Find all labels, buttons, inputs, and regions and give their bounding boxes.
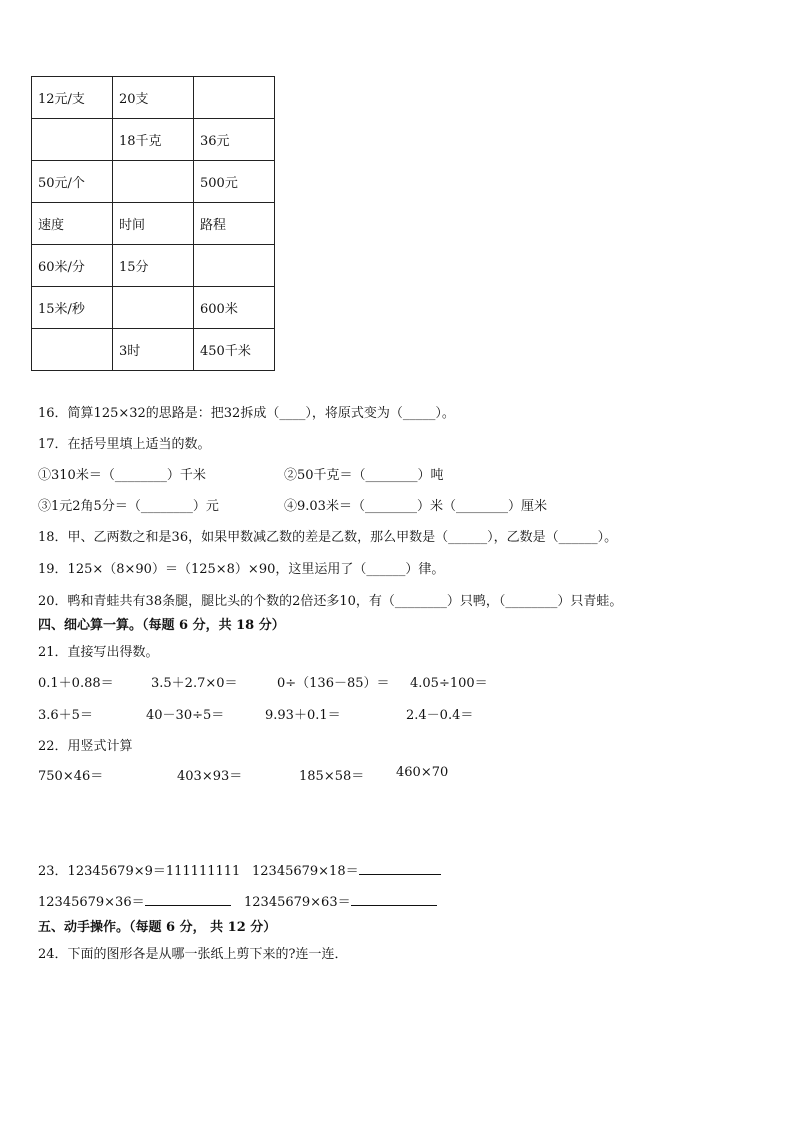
calc-item: 3.5＋2.7×0＝ [151,676,238,691]
calc-item: 3.6＋5＝ [38,708,93,723]
table-cell [194,245,275,287]
vertical-calc-item: 403×93＝ [177,769,243,784]
table-cell: 36元 [194,119,275,161]
table-cell: 500元 [194,161,275,203]
table-cell: 18千克 [113,119,194,161]
question-23-b [252,860,441,879]
table-cell: 时间 [113,203,194,245]
section-4-heading: 四、细心算一算。（每题 6 分，共 18 分） [38,618,285,633]
calc-item: 0.1＋0.88＝ [38,676,114,691]
question-21-stem: 21．直接写出得数。 [38,645,159,660]
calc-item: 9.93＋0.1＝ [265,708,341,723]
calc-item: 0÷（136－85）＝ [277,676,390,691]
table-row [32,287,275,329]
answer-blank[interactable] [145,893,231,906]
table-cell [194,77,275,119]
calc-item: 4.05÷100＝ [410,676,488,691]
answer-blank[interactable] [359,862,441,875]
table-cell [113,287,194,329]
question-23-c [38,891,231,910]
calc-item: 40－30÷5＝ [146,708,225,723]
table-row [32,329,275,371]
question-18: 18．甲、乙两数之和是36，如果甲数减乙数的差是乙数，那么甲数是（______），乙数是（______）。 [38,530,618,545]
speed-time-distance-table [31,76,275,371]
table-cell: 路程 [194,203,275,245]
question-20: 20．鸭和青蛙共有38条腿，腿比头的个数的2倍还多10，有（________）只鸭，（________）只青蛙。 [38,594,623,609]
table-row [32,161,275,203]
question-24: 24．下面的图形各是从哪一张纸上剪下来的?连一连． [38,947,348,962]
question-17-d: ④9.03米＝（________）米（________）厘米 [284,499,547,514]
table-cell: 15分 [113,245,194,287]
vertical-calc-item: 460×70 [396,765,449,780]
table-cell: 50元/个 [32,161,113,203]
table-cell: 3时 [113,329,194,371]
table-cell: 速度 [32,203,113,245]
table-cell: 450千米 [194,329,275,371]
question-19: 19．125×（8×90）＝（125×8）×90，这里运用了（______）律。 [38,562,445,577]
table-cell: 60米/分 [32,245,113,287]
table-cell: 15米/秒 [32,287,113,329]
table-cell [32,119,113,161]
vertical-calc-item: 750×46＝ [38,769,104,784]
question-17-c: ③1元2角5分＝（________）元 [38,499,219,514]
answer-blank[interactable] [351,893,437,906]
question-23-b-text: 12345679×18＝ [252,864,359,879]
table-row [32,203,275,245]
table-row [32,77,275,119]
table-cell [113,161,194,203]
question-22-stem: 22．用竖式计算 [38,739,133,754]
question-17-b: ②50千克＝（________）吨 [284,468,444,483]
question-17-a: ①310米＝（________）千米 [38,468,206,483]
table-cell [32,329,113,371]
table-cell: 12元/支 [32,77,113,119]
vertical-calc-item: 185×58＝ [299,769,365,784]
section-5-heading: 五、动手操作。（每题 6 分， 共 12 分） [38,920,277,935]
calc-item: 2.4－0.4＝ [406,708,474,723]
table-cell: 20支 [113,77,194,119]
table-row [32,119,275,161]
question-23-a: 23．12345679×9＝111111111 [38,864,241,879]
question-23-d-text: 12345679×63＝ [244,895,351,910]
question-23-c-text: 12345679×36＝ [38,895,145,910]
question-17-stem: 17．在括号里填上适当的数。 [38,437,211,452]
table-cell: 600米 [194,287,275,329]
question-16: 16．简算125×32的思路是：把32拆成（____），将原式变为（_____）。 [38,406,455,421]
question-23-d [244,891,437,910]
table-row [32,245,275,287]
